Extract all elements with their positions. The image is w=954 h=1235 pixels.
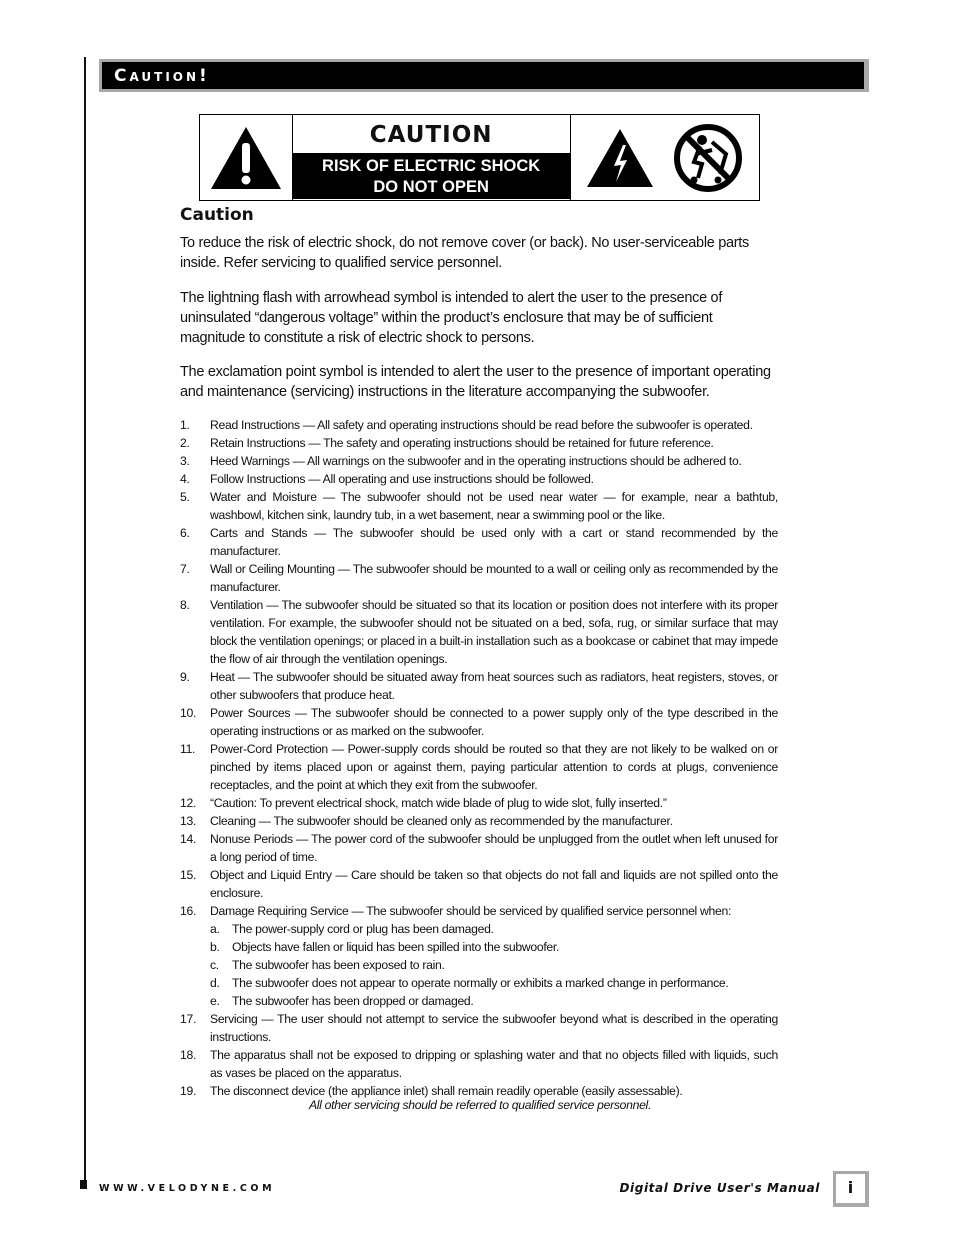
sub-list-item-letter: a.: [210, 922, 220, 936]
list-item-text: Damage Requiring Service — The subwoofer should be serviced by qualified service personnel when:: [210, 904, 732, 918]
list-item-number: 4.: [180, 472, 190, 486]
intro-paragraph-1: To reduce the risk of electric shock, do not remove cover (or back). No user-serviceable parts inside. Refer servicing to qualified service personnel.: [180, 235, 749, 271]
list-item-text: The apparatus shall not be exposed to dripping or splashing water and that no objects filled with liquids, such as vases be placed on the apparatus.: [210, 1048, 778, 1080]
page-number-box: [833, 1171, 869, 1207]
list-item: [180, 1046, 778, 1082]
sub-list-item-letter: d.: [210, 976, 220, 990]
shock-warning-line-2: DO NOT OPEN: [373, 178, 489, 196]
section-header: [99, 59, 869, 92]
sub-list-item-text: The subwoofer has been exposed to rain.: [232, 958, 445, 972]
list-item: [180, 812, 778, 830]
list-item-text: Retain Instructions — The safety and operating instructions should be retained for future reference.: [210, 436, 714, 450]
sub-list-item-letter: b.: [210, 940, 220, 954]
caution-text-cell: [293, 115, 571, 200]
list-item-text: Heed Warnings — All warnings on the subwoofer and in the operating instructions should be adhered to.: [210, 454, 742, 468]
caution-section-title: Caution: [180, 205, 254, 225]
list-item-text: Follow Instructions — All operating and use instructions should be followed.: [210, 472, 594, 486]
intro-paragraph-2: The lightning flash with arrowhead symbol is intended to alert the user to the presence of uninsulated “dangerous voltage” within the product’s enclosure that may be of sufficient magnitude to constitute a risk of electric shock to persons.: [180, 290, 723, 346]
list-item-number: 15.: [180, 868, 197, 882]
list-item-number: 2.: [180, 436, 190, 450]
list-item: [180, 452, 778, 470]
list-item-number: 18.: [180, 1048, 197, 1062]
list-item: [180, 434, 778, 452]
list-item: [180, 596, 778, 668]
list-item-text: Wall or Ceiling Mounting — The subwoofer should be mounted to a wall or ceiling only as recommended by the manufacturer.: [210, 562, 778, 594]
sub-list-item-letter: c.: [210, 958, 219, 972]
list-item-text: The disconnect device (the appliance inlet) shall remain readily operable (easily assessable).: [210, 1084, 683, 1098]
margin-rule: [84, 57, 86, 1187]
list-item-number: 7.: [180, 562, 190, 576]
list-item-text: Heat — The subwoofer should be situated away from heat sources such as radiators, heat registers, stoves, or other subwoofers that produce heat.: [210, 670, 778, 702]
list-item-number: 14.: [180, 832, 197, 846]
lightning-triangle-icon: [585, 127, 655, 189]
damage-conditions-list: [210, 920, 778, 1010]
list-item: [180, 902, 778, 1010]
shock-warning-text: [293, 153, 570, 199]
sub-list-item: [210, 956, 778, 974]
list-item-text: Read Instructions — All safety and operating instructions should be read before the subwoofer is operated.: [210, 418, 753, 432]
list-item: [180, 740, 778, 794]
list-item: [180, 830, 778, 866]
list-item: [180, 488, 778, 524]
list-item-number: 3.: [180, 454, 190, 468]
exclamation-triangle-icon: [209, 125, 283, 191]
list-item-number: 19.: [180, 1084, 197, 1098]
footer-manual-title: Digital Drive User's Manual: [619, 1181, 820, 1195]
page-number: i: [836, 1174, 865, 1203]
sub-list-item: [210, 992, 778, 1010]
list-item: [180, 668, 778, 704]
list-item-text: Carts and Stands — The subwoofer should be used only with a cart or stand recommended by the manufacturer.: [210, 526, 778, 558]
sub-list-item: [210, 938, 778, 956]
shock-warning-line-1: RISK OF ELECTRIC SHOCK: [322, 157, 541, 175]
list-item-text: Water and Moisture — The subwoofer should not be used near water — for example, near a bathtub, washbowl, kitchen sink, laundry tub, in a wet basement, near a swimming pool or the like.: [210, 490, 778, 522]
list-item-text: Object and Liquid Entry — Care should be taken so that objects do not fall and liquids are not spilled onto the enclosure.: [210, 868, 778, 900]
list-item-number: 16.: [180, 904, 197, 918]
list-item-number: 5.: [180, 490, 190, 504]
sub-list-item-text: The power-supply cord or plug has been damaged.: [232, 922, 494, 936]
sub-list-item-text: Objects have fallen or liquid has been spilled into the subwoofer.: [232, 940, 560, 954]
list-item-number: 1.: [180, 418, 190, 432]
list-item-text: Cleaning — The subwoofer should be cleaned only as recommended by the manufacturer.: [210, 814, 673, 828]
margin-rule-cap: [80, 1180, 87, 1189]
list-item-number: 12.: [180, 796, 197, 810]
list-item-number: 8.: [180, 598, 190, 612]
list-item-number: 10.: [180, 706, 197, 720]
list-item: [180, 470, 778, 488]
sub-list-item-letter: e.: [210, 994, 220, 1008]
list-item-text: “Caution: To prevent electrical shock, match wide blade of plug to wide slot, fully inserted.”: [210, 796, 667, 810]
list-item-number: 9.: [180, 670, 190, 684]
safety-instructions-list: [180, 416, 778, 1100]
list-item-number: 13.: [180, 814, 197, 828]
list-item-number: 11.: [180, 742, 196, 756]
list-item: [180, 560, 778, 596]
symbols-cell: [571, 115, 759, 200]
sub-list-item: [210, 920, 778, 938]
caution-heading: CAUTION: [369, 122, 493, 148]
list-item-text: Power Sources — The subwoofer should be connected to a power supply only of the type described in the operating instructions or as marked on the subwoofer.: [210, 706, 778, 738]
sub-list-item-text: The subwoofer does not appear to operate normally or exhibits a marked change in performance.: [232, 976, 729, 990]
no-cart-tip-over-icon: [672, 122, 744, 194]
list-item-text: Nonuse Periods — The power cord of the subwoofer should be unplugged from the outlet when left unused for a long period of time.: [210, 832, 778, 864]
list-item: [180, 794, 778, 812]
list-item: [180, 704, 778, 740]
sub-list-item-text: The subwoofer has been dropped or damaged.: [232, 994, 474, 1008]
intro-paragraph-3: The exclamation point symbol is intended to alert the user to the presence of important operating and maintenance (servicing) instructions in the literature accompanying the subwoofer.: [180, 364, 771, 400]
list-item: [180, 866, 778, 902]
caution-label: [199, 114, 760, 201]
closing-note: All other servicing should be referred to qualified service personnel.: [308, 1098, 652, 1112]
list-item: [180, 524, 778, 560]
list-item-text: Servicing — The user should not attempt to service the subwoofer beyond what is described in the operating instructions.: [210, 1012, 778, 1044]
list-item-text: Ventilation — The subwoofer should be situated so that its location or position does not interfere with its proper ventilation. For example, the subwoofer should not be situated on a bed, sofa, rug, or similar surface that may block the ventilation openings; or placed in a built-in installation such as a bookcase or cabinet that may impede the flow of air through the ventilation openings.: [210, 598, 778, 666]
exclamation-warning-cell: [200, 115, 293, 200]
list-item-number: 17.: [180, 1012, 197, 1026]
footer-website: WWW.VELODYNE.COM: [99, 1183, 276, 1194]
list-item: [180, 416, 778, 434]
list-item-text: Power-Cord Protection — Power-supply cords should be routed so that they are not likely to be walked on or pinched by items placed upon or against them, paying particular attention to cords at plugs, convenience receptacles, and the point at which they exit from the subwoofer.: [210, 742, 778, 792]
list-item: [180, 1010, 778, 1046]
section-header-title: Caution!: [102, 62, 864, 89]
list-item-number: 6.: [180, 526, 190, 540]
sub-list-item: [210, 974, 778, 992]
